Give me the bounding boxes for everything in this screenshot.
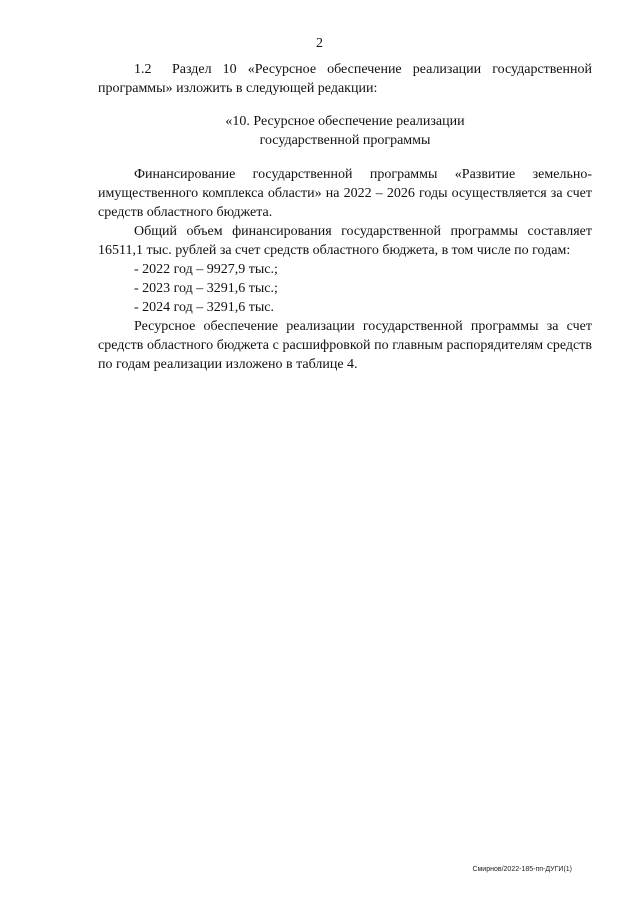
section-heading [98,112,592,150]
funding-year-2024: - 2024 год – 3291,6 тыс. [134,300,275,315]
section-body [98,165,592,374]
document-code: Смирнов/2022-185-пп-ДУГИ(1) [472,866,572,873]
amendment-number: 1.2 [134,62,152,77]
section-heading-line-2: государственной программы [259,133,431,148]
funding-year-2022: - 2022 год – 9927,9 тыс.; [134,262,278,277]
financing-paragraph: Финансирование государственной программы «Развитие земельно-имущественного комплекса области» на 2022 – 2026 годы осуществляется за счет средств областного бюджета. [98,167,592,220]
total-paragraph: Общий объем финансирования государственной программы составляет 16511,1 тыс. рублей за счет средств областного бюджета, в том числе по годам: [98,224,592,258]
yearly-funding-list [98,260,592,317]
page-number: 2 [316,36,323,51]
section-heading-line-1: «10. Ресурсное обеспечение реализации [225,114,465,129]
resource-paragraph: Ресурсное обеспечение реализации государственной программы за счет средств областного бюджета с расшифровкой по главным распорядителям средств по годам реализации изложено в таблице 4. [98,319,592,372]
amendment-intro [98,60,592,98]
amendment-text: Раздел 10 «Ресурсное обеспечение реализации государственной программы» изложить в следующей редакции: [98,62,592,96]
funding-year-2023: - 2023 год – 3291,6 тыс.; [134,281,278,296]
